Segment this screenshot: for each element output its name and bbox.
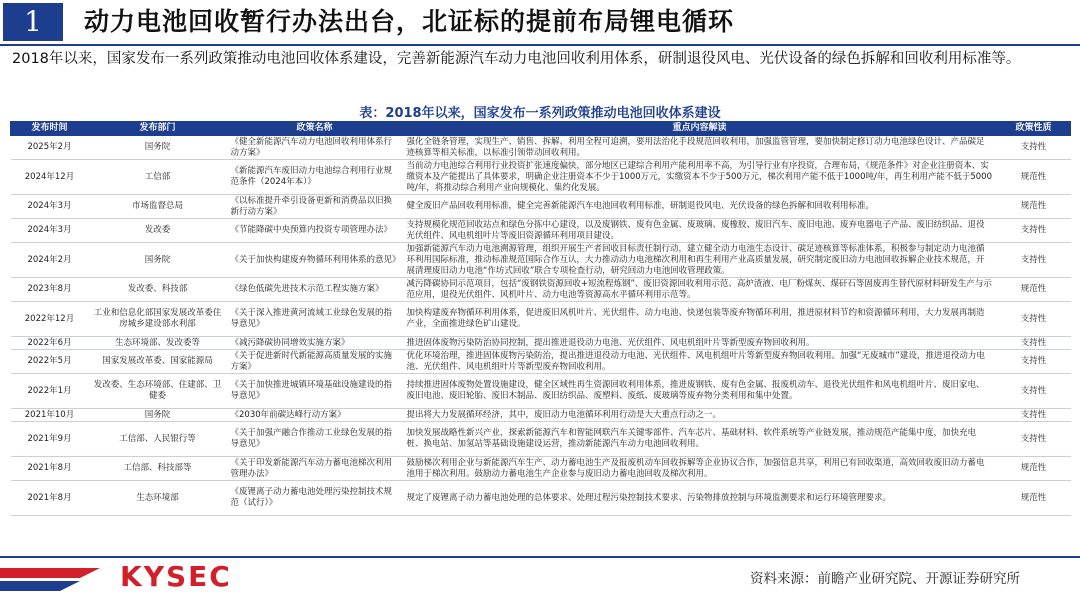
policy-table	[10, 121, 1071, 516]
cell-type: 规范性	[997, 278, 1071, 302]
cell-content: 加快发展战略性新兴产业，探索新能源汽车和智能网联汽车关键零部件、汽车芯片、基础材料、软件系统等产业链发展，推动规范产能集中度，加快充电桩、换电站、加氢站等基础设施建设运营，推动新能源汽车动力电池回收利用。	[403, 422, 997, 457]
cell-type: 规范性	[997, 160, 1071, 195]
cell-policy-name: 《新能源汽车废旧动力电池综合利用行业规范条件（2024年本）》	[227, 160, 403, 195]
cell-policy-name: 《2030年前碳达峰行动方案》	[227, 409, 403, 422]
table-row	[11, 457, 1071, 481]
table-row	[11, 160, 1071, 195]
cell-date: 2022年1月	[11, 374, 89, 409]
column-header-date: 发布时间	[11, 122, 89, 136]
cell-dept: 国家发展改革委、国家能源局	[89, 350, 227, 374]
cell-policy-name: 《关于深入推进黄河流域工业绿色发展的指导意见》	[227, 302, 403, 337]
column-header-type: 政策性质	[997, 122, 1071, 136]
table-body	[11, 136, 1071, 516]
cell-policy-name: 《绿色低碳先进技术示范工程实施方案》	[227, 278, 403, 302]
cell-dept: 市场监督总局	[89, 195, 227, 219]
cell-policy-name: 《节能降碳中央预算内投资专项管理办法》	[227, 219, 403, 243]
cell-dept: 生态环境部、发改委等	[89, 337, 227, 350]
table-row	[11, 374, 1071, 409]
source-note: 资料来源：前瞻产业研究院、开源证券研究所	[750, 571, 1020, 587]
cell-dept: 工业和信息化部国家发展改革委住房城乡建设部水利部	[89, 302, 227, 337]
cell-dept: 发改委	[89, 219, 227, 243]
cell-policy-name: 《废锂离子动力蓄电池处理污染控制技术规范（试行）》	[227, 481, 403, 516]
cell-date: 2025年2月	[11, 136, 89, 160]
cell-type: 支持性	[997, 243, 1071, 278]
table-row	[11, 481, 1071, 516]
cell-content: 持续推进固体废物处置设施建设，健全区域性再生资源回收利用体系，推进废钢铁、废有色金属、报废机动车、退役光伏组件和风电机组叶片、废旧家电、废旧电池、废旧轮胎、废旧木制品、废旧纺织品、废塑料、废纸、废玻璃等废弃物分类利用和集中处置。	[403, 374, 997, 409]
cell-policy-name: 《关于加快推进城镇环境基础设施建设的指导意见》	[227, 374, 403, 409]
cell-type: 规范性	[997, 195, 1071, 219]
cell-type: 规范性	[997, 481, 1071, 516]
cell-content: 优化环境治理，推进固体废物污染防治，提出推进退役动力电池、光伏组件、风电机组叶片等新型废弃物回收利用。加强“无废城市”建设，推进退役动力电池、光伏组件、风电机组叶片等新型废弃物回收利用。	[403, 350, 997, 374]
cell-type: 支持性	[997, 350, 1071, 374]
table-header-row	[11, 122, 1071, 136]
cell-policy-name: 《健全新能源汽车动力电池回收利用体系行动方案》	[227, 136, 403, 160]
cell-dept: 工信部、人民银行等	[89, 422, 227, 457]
cell-type: 支持性	[997, 136, 1071, 160]
cell-date: 2021年8月	[11, 481, 89, 516]
cell-date: 2024年12月	[11, 160, 89, 195]
cell-date: 2022年6月	[11, 337, 89, 350]
cell-content: 加强新能源汽车动力电池溯源管理，组织开展生产者回收目标责任制行动，建立健全动力电池生态设计、碳足迹核算等标准体系，积极参与制定动力电池循环利用国际标准，推动标准规范国际合作互认，大力推动动力电池梯次利用和再生利用产业高质量发展，研究制定废旧动力电池回收拆解企业技术规范，开展清理废旧动力电池“作坊式回收”联合专项检查行动，研究回动力电池回收管理政策。	[403, 243, 997, 278]
cell-content: 加快构建废弃物循环利用体系，促进废旧风机叶片、光伏组件、动力电池、快递包装等废弃物循环利用，推进原材料节约和资源循环利用，大力发展再制造产业，全面推进绿色矿山建设。	[403, 302, 997, 337]
column-header-content: 重点内容解读	[403, 122, 997, 136]
cell-policy-name: 《关于加强产融合作推动工业绿色发展的指导意见》	[227, 422, 403, 457]
cell-dept: 发改委、科技部	[89, 278, 227, 302]
table-row	[11, 136, 1071, 160]
cell-dept: 发改委、生态环境部、住建部、卫健委	[89, 374, 227, 409]
cell-content: 提出将大力发展循环经济，其中，废旧动力电池循环利用行动是大大重点行动之一。	[403, 409, 997, 422]
table-row	[11, 195, 1071, 219]
table-row	[11, 219, 1071, 243]
title-bar	[0, 0, 1080, 44]
cell-policy-name: 《以标准提升牵引设备更新和消费品以旧换新行动方案》	[227, 195, 403, 219]
cell-policy-name: 《减污降碳协同增效实施方案》	[227, 337, 403, 350]
intro-paragraph: 2018年以来，国家发布一系列政策推动电池回收体系建设，完善新能源汽车动力电池回收利用体系，研制退役风电、光伏设备的绿色拆解和回收利用标准等。	[12, 51, 1021, 67]
cell-content: 强化全链条管理，实现生产、销售、拆解、利用全程可追溯，要用法治化手段规范回收利用，加强监管管理，要加快制定修订动力电池绿色设计、产品碳足迹核算等相关标准，以标准引领带动回收利用。	[403, 136, 997, 160]
footer-divider	[0, 556, 1080, 558]
cell-policy-name: 《关于印发新能源汽车动力蓄电池梯次利用管理办法》	[227, 457, 403, 481]
cell-type: 支持性	[997, 337, 1071, 350]
cell-content: 支持规模化规范回收站点和绿色分拣中心建设，以及废钢铁、废有色金属、废玻璃、废橡胶、废旧汽车、废旧电池、废弃电器电子产品、废旧纺织品、退役光伏组件、风电机组叶片等废旧资源循环利用项目建设。	[403, 219, 997, 243]
table-caption: 表：2018年以来，国家发布一系列政策推动电池回收体系建设	[359, 106, 721, 121]
cell-date: 2021年10月	[11, 409, 89, 422]
column-header-dept: 发布部门	[89, 122, 227, 136]
cell-date: 2024年3月	[11, 195, 89, 219]
cell-type: 规范性	[997, 457, 1071, 481]
cell-content: 健全废旧产品回收利用标准，健全完善新能源汽车电池回收利用标准，研制退役风电、光伏设备的绿色拆解和回收利用标准。	[403, 195, 997, 219]
cell-dept: 生态环境部	[89, 481, 227, 516]
cell-date: 2021年9月	[11, 422, 89, 457]
cell-content: 减污降碳协同示范项目，包括“废钢铁资源回收+短流程炼钢”、废旧资源回收利用示范、高炉渣液、电厂粉煤灰、煤矸石等固废再生替代原材料研发生产与示范应用，退役光伏组件、风机叶片、动力电池等资源高水平循环利用示范等。	[403, 278, 997, 302]
table-row	[11, 302, 1071, 337]
cell-date: 2022年5月	[11, 350, 89, 374]
cell-type: 支持性	[997, 374, 1071, 409]
cell-date: 2021年8月	[11, 457, 89, 481]
logo-wing-icon	[0, 562, 116, 596]
cell-dept: 工信部、科技部等	[89, 457, 227, 481]
kysec-logo: KYSEC	[120, 560, 232, 593]
cell-date: 2024年3月	[11, 219, 89, 243]
cell-dept: 国务院	[89, 243, 227, 278]
cell-type: 支持性	[997, 302, 1071, 337]
page-title: 动力电池回收暂行办法出台，北证标的提前布局锂电循环	[84, 7, 735, 36]
cell-dept: 工信部	[89, 160, 227, 195]
cell-policy-name: 《关于加快构建废弃物循环利用体系的意见》	[227, 243, 403, 278]
cell-content: 推进固体废物污染防治协同控制，提出推进退役动力电池、光伏组件、风电机组叶片等新型废弃物回收利用。	[403, 337, 997, 350]
column-header-name: 政策名称	[227, 122, 403, 136]
cell-dept: 国务院	[89, 409, 227, 422]
cell-content: 规定了废锂离子动力蓄电池处理的总体要求、处理过程污染控制技术要求、污染物排放控制与环境监测要求和运行环境管理要求。	[403, 481, 997, 516]
table-row	[11, 337, 1071, 350]
cell-content: 鼓励梯次利用企业与新能源汽车生产、动力蓄电池生产及报废机动车回收拆解等企业协议合作，加强信息共享，利用已有回收渠道，高效回收废旧动力蓄电池用于梯次利用。鼓励动力蓄电池生产企业参与废旧动力蓄电池回收及梯次利用。	[403, 457, 997, 481]
table-row	[11, 350, 1071, 374]
cell-content: 当前动力电池综合利用行业投资扩张速度偏快，部分地区已建综合利用产能利用率不高，为引导行业有序投资，合理布局，《规范条件》对企业注册资本、实缴资本及产能提出了具体要求，明确企业注册资本不少于1000万元，实缴资本不少于500万元，梯次利用产能不低于1000吨/年，再生利用产能不低于5000吨/年，将推动综合利用产业向规模化、集约化发展。	[403, 160, 997, 195]
title-divider	[0, 44, 1080, 46]
cell-policy-name: 《关于促进新时代新能源高质量发展的实施方案》	[227, 350, 403, 374]
cell-type: 支持性	[997, 422, 1071, 457]
cell-date: 2023年8月	[11, 278, 89, 302]
table-row	[11, 278, 1071, 302]
table-row	[11, 243, 1071, 278]
cell-date: 2022年12月	[11, 302, 89, 337]
cell-type: 支持性	[997, 409, 1071, 422]
table-row	[11, 409, 1071, 422]
section-number: 1	[3, 3, 63, 41]
cell-type: 支持性	[997, 219, 1071, 243]
table-row	[11, 422, 1071, 457]
cell-dept: 国务院	[89, 136, 227, 160]
cell-date: 2024年2月	[11, 243, 89, 278]
